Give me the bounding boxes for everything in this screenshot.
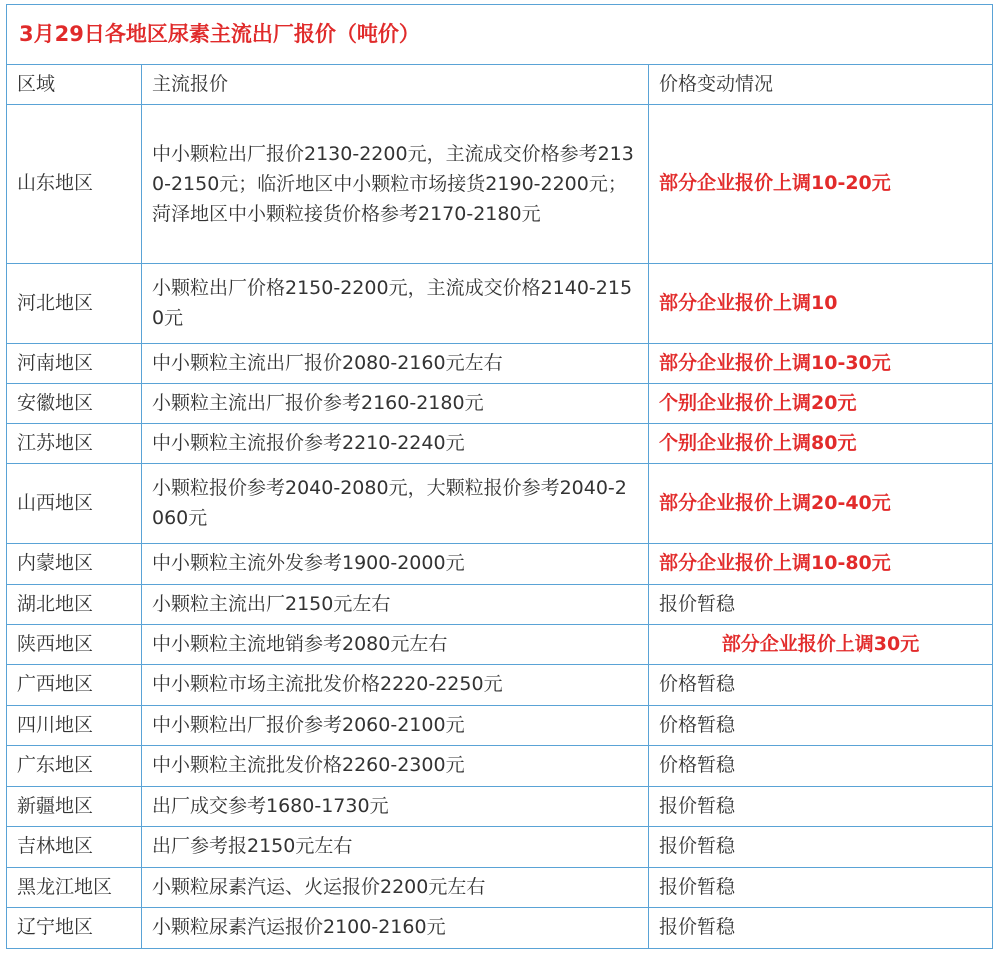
price-cell: 中小颗粒主流外发参考1900-2000元: [142, 544, 649, 585]
table-row: [7, 544, 993, 585]
table-row: [7, 384, 993, 424]
title-row: [7, 5, 993, 65]
price-cell: 小颗粒报价参考2040-2080元，大颗粒报价参考2040-2060元: [142, 464, 649, 544]
price-cell: 小颗粒主流出厂报价参考2160-2180元: [142, 384, 649, 424]
change-cell: 报价暂稳: [649, 585, 993, 625]
price-table-container: [6, 4, 992, 949]
change-cell: 部分企业报价上调10-20元: [649, 105, 993, 264]
region-cell: 河南地区: [7, 344, 142, 384]
region-cell: 山东地区: [7, 105, 142, 264]
change-cell: 报价暂稳: [649, 787, 993, 827]
change-cell: 部分企业报价上调20-40元: [649, 464, 993, 544]
region-cell: 陕西地区: [7, 625, 142, 665]
change-cell: 部分企业报价上调10-80元: [649, 544, 993, 585]
change-cell: 报价暂稳: [649, 827, 993, 868]
price-cell: 中小颗粒主流出厂报价2080-2160元左右: [142, 344, 649, 384]
table-row: [7, 787, 993, 827]
table-row: [7, 105, 993, 264]
change-cell: 价格暂稳: [649, 706, 993, 746]
region-cell: 黑龙江地区: [7, 868, 142, 908]
change-cell: 部分企业报价上调30元: [649, 625, 993, 665]
table-row: [7, 464, 993, 544]
change-cell: 部分企业报价上调10-30元: [649, 344, 993, 384]
region-cell: 广西地区: [7, 665, 142, 706]
region-cell: 安徽地区: [7, 384, 142, 424]
change-cell: 价格暂稳: [649, 665, 993, 706]
price-cell: 小颗粒尿素汽运报价2100-2160元: [142, 908, 649, 949]
header-change: 价格变动情况: [649, 65, 993, 105]
table-row: [7, 625, 993, 665]
region-cell: 山西地区: [7, 464, 142, 544]
table-title: 3月29日各地区尿素主流出厂报价（吨价）: [7, 5, 993, 65]
region-cell: 内蒙地区: [7, 544, 142, 585]
region-cell: 四川地区: [7, 706, 142, 746]
price-cell: 出厂成交参考1680-1730元: [142, 787, 649, 827]
price-cell: 小颗粒出厂价格2150-2200元，主流成交价格2140-2150元: [142, 264, 649, 344]
header-price: 主流报价: [142, 65, 649, 105]
price-cell: 中小颗粒主流报价参考2210-2240元: [142, 424, 649, 464]
change-cell: 个别企业报价上调20元: [649, 384, 993, 424]
table-row: [7, 868, 993, 908]
region-cell: 江苏地区: [7, 424, 142, 464]
table-row: [7, 665, 993, 706]
header-row: [7, 65, 993, 105]
table-row: [7, 908, 993, 949]
table-row: [7, 424, 993, 464]
region-cell: 湖北地区: [7, 585, 142, 625]
table-row: [7, 827, 993, 868]
price-table: [6, 4, 993, 949]
change-cell: 报价暂稳: [649, 868, 993, 908]
region-cell: 河北地区: [7, 264, 142, 344]
change-cell: 个别企业报价上调80元: [649, 424, 993, 464]
price-cell: 中小颗粒出厂报价2130-2200元，主流成交价格参考2130-2150元；临沂地区中小颗粒市场接货2190-2200元；菏泽地区中小颗粒接货价格参考2170-2180元: [142, 105, 649, 264]
price-cell: 出厂参考报2150元左右: [142, 827, 649, 868]
price-cell: 小颗粒尿素汽运、火运报价2200元左右: [142, 868, 649, 908]
price-cell: 小颗粒主流出厂2150元左右: [142, 585, 649, 625]
region-cell: 新疆地区: [7, 787, 142, 827]
header-region: 区域: [7, 65, 142, 105]
table-row: [7, 264, 993, 344]
change-cell: 报价暂稳: [649, 908, 993, 949]
price-cell: 中小颗粒主流地销参考2080元左右: [142, 625, 649, 665]
region-cell: 吉林地区: [7, 827, 142, 868]
table-row: [7, 746, 993, 787]
price-cell: 中小颗粒主流批发价格2260-2300元: [142, 746, 649, 787]
price-cell: 中小颗粒市场主流批发价格2220-2250元: [142, 665, 649, 706]
region-cell: 辽宁地区: [7, 908, 142, 949]
table-row: [7, 585, 993, 625]
price-cell: 中小颗粒出厂报价参考2060-2100元: [142, 706, 649, 746]
table-row: [7, 706, 993, 746]
change-cell: 部分企业报价上调10: [649, 264, 993, 344]
table-row: [7, 344, 993, 384]
change-cell: 价格暂稳: [649, 746, 993, 787]
region-cell: 广东地区: [7, 746, 142, 787]
